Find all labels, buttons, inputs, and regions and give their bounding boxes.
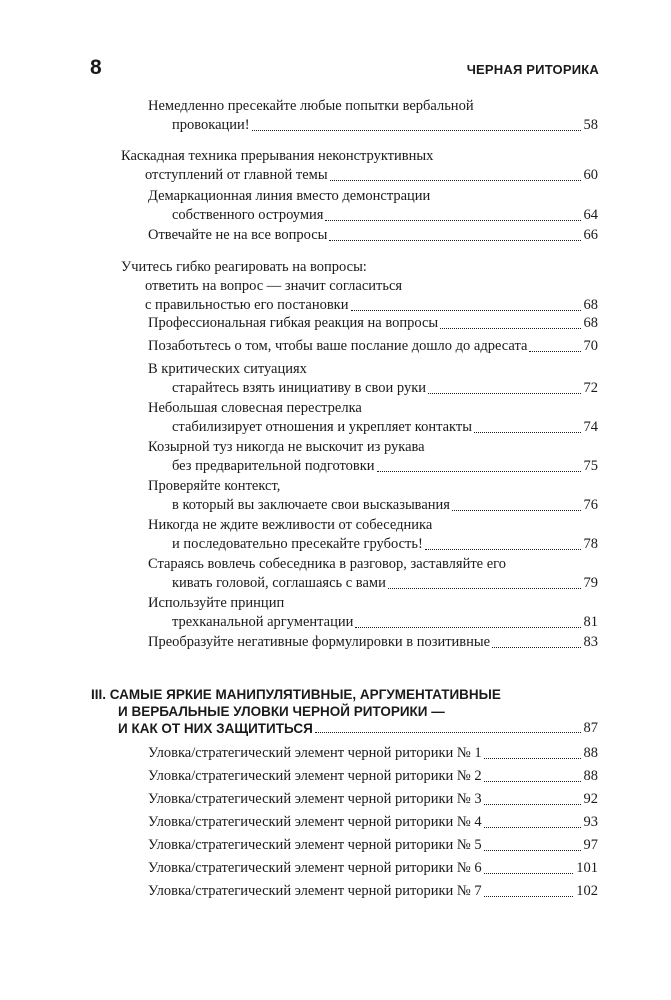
toc-page-number: 76 (583, 497, 598, 513)
toc-entry-trick[interactable] (148, 836, 598, 855)
leader-dots (484, 827, 581, 828)
toc-entry[interactable] (148, 438, 598, 476)
toc-entry-text: Проверяйте контекст, (148, 478, 281, 494)
toc-entry-text: отступлений от главной темы (145, 167, 328, 183)
leader-dots (492, 647, 580, 648)
toc-entry-text: Никогда не ждите вежливости от собеседника (148, 517, 433, 533)
toc-entry-text: кивать головой, соглашаясь с вами (172, 575, 386, 591)
toc-entry-text: с правильностью его постановки (145, 297, 349, 313)
toc-entry[interactable] (148, 516, 598, 554)
toc-entry-text: Уловка/стратегический элемент черной риторики № 4 (148, 814, 482, 830)
toc-entry-text: Профессиональная гибкая реакция на вопросы (148, 315, 439, 331)
toc-page-number: 101 (576, 860, 598, 876)
toc-entry-trick[interactable] (148, 767, 598, 786)
toc-page-number: 83 (583, 634, 598, 650)
leader-dots (484, 873, 574, 874)
toc-entry[interactable] (148, 633, 598, 652)
leader-dots (377, 471, 581, 472)
toc-entry-text: Преобразуйте негативные формулировки в позитивные (148, 634, 491, 650)
leader-dots (252, 130, 581, 131)
toc-entry-text: Каскадная техника прерывания неконструктивных (121, 148, 434, 164)
toc-entry-text: Уловка/стратегический элемент черной риторики № 1 (148, 745, 482, 761)
toc-entry[interactable] (148, 399, 598, 437)
toc-entry-text: Уловка/стратегический элемент черной риторики № 2 (148, 768, 482, 784)
toc-page-number: 78 (583, 536, 598, 552)
toc-page-number: 97 (583, 837, 598, 853)
toc-entry[interactable] (148, 594, 598, 632)
toc-entry-text: провокации! (172, 117, 250, 133)
toc-entry-text: Демаркационная линия вместо демонстрации (148, 188, 431, 204)
leader-dots (315, 732, 581, 733)
toc-entry[interactable] (148, 337, 598, 356)
toc-entry-text: трехканальной аргументации (172, 614, 354, 630)
toc-page-number: 92 (583, 791, 598, 807)
toc-page-number: 60 (583, 167, 598, 183)
leader-dots (484, 781, 581, 782)
toc-entry-text: Уловка/стратегический элемент черной риторики № 5 (148, 837, 482, 853)
leader-dots (474, 432, 581, 433)
leader-dots (428, 393, 580, 394)
leader-dots (388, 588, 581, 589)
toc-page-number: 70 (583, 338, 598, 354)
toc-entry-text: Уловка/стратегический элемент черной риторики № 3 (148, 791, 482, 807)
toc-page-number: 72 (583, 380, 598, 396)
toc-page-number: 74 (583, 419, 598, 435)
toc-entry[interactable] (121, 258, 598, 315)
section-title: III. САМЫЕ ЯРКИЕ МАНИПУЛЯТИВНЫЕ, АРГУМЕНТАТИВНЫЕ (91, 687, 501, 702)
page-number: 8 (90, 56, 102, 79)
leader-dots (330, 180, 581, 181)
toc-entry-text: В критических ситуациях (148, 361, 307, 377)
leader-dots (351, 310, 581, 311)
toc-entry-text: Отвечайте не на все вопросы (148, 227, 328, 243)
toc-entry-text: без предварительной подготовки (172, 458, 375, 474)
toc-entry-text: Учитесь гибко реагировать на вопросы: (121, 259, 367, 275)
toc-page-number: 66 (583, 227, 598, 243)
toc-entry-text: Стараясь вовлечь собеседника в разговор, заставляйте его (148, 556, 507, 572)
toc-entry-text: Козырной туз никогда не выскочит из рукава (148, 439, 425, 455)
toc-entry-text: стабилизирует отношения и укрепляет контакты (172, 419, 472, 435)
toc-page-number: 75 (583, 458, 598, 474)
toc-entry-trick[interactable] (148, 813, 598, 832)
running-title: ЧЕРНАЯ РИТОРИКА (466, 62, 599, 77)
section-title: И КАК ОТ НИХ ЗАЩИТИТЬСЯ (118, 721, 313, 736)
toc-entry[interactable] (148, 97, 598, 135)
leader-dots (355, 627, 580, 628)
toc-entry[interactable] (148, 360, 598, 398)
toc-page-number: 88 (583, 745, 598, 761)
toc-entry[interactable] (148, 226, 598, 245)
toc-page-number: 68 (583, 315, 598, 331)
toc-entry-trick[interactable] (148, 744, 598, 763)
toc-entry-text: ответить на вопрос — значит согласиться (145, 278, 403, 294)
toc-page-number: 87 (583, 720, 598, 736)
toc-page-number: 64 (583, 207, 598, 223)
leader-dots (484, 804, 581, 805)
toc-entry-text: старайтесь взять инициативу в свои руки (172, 380, 427, 396)
toc-page-number: 93 (583, 814, 598, 830)
toc-page-number: 102 (576, 883, 598, 899)
toc-entry[interactable] (148, 477, 598, 515)
toc-entry-text: Позаботьтесь о том, чтобы ваше послание дошло до адресата (148, 338, 528, 354)
toc-entry[interactable] (121, 147, 598, 185)
leader-dots (440, 328, 580, 329)
toc-entry-text: в который вы заключаете свои высказывания (172, 497, 450, 513)
leader-dots (484, 896, 574, 897)
toc-page-number: 79 (583, 575, 598, 591)
toc-entry-text: Уловка/стратегический элемент черной риторики № 7 (148, 883, 482, 899)
toc-entry-text: Используйте принцип (148, 595, 285, 611)
toc-page-number: 88 (583, 768, 598, 784)
leader-dots (425, 549, 581, 550)
leader-dots (325, 220, 580, 221)
section-heading-iii[interactable] (91, 686, 598, 737)
leader-dots (329, 240, 580, 241)
toc-entry-trick[interactable] (148, 882, 598, 901)
toc-entry-text: и последовательно пресекайте грубость! (172, 536, 423, 552)
toc-entry-text: Немедленно пресекайте любые попытки вербальной (148, 98, 474, 114)
leader-dots (484, 850, 581, 851)
toc-page-number: 68 (583, 297, 598, 313)
toc-entry-text: Уловка/стратегический элемент черной риторики № 6 (148, 860, 482, 876)
toc-entry[interactable] (148, 555, 598, 593)
toc-entry-text: собственного остроумия (172, 207, 324, 223)
leader-dots (452, 510, 581, 511)
section-title: И ВЕРБАЛЬНЫЕ УЛОВКИ ЧЕРНОЙ РИТОРИКИ — (118, 704, 445, 719)
toc-entry-trick[interactable] (148, 859, 598, 878)
toc-page-number: 81 (583, 614, 598, 630)
leader-dots (484, 758, 581, 759)
toc-entry-text: Небольшая словесная перестрелка (148, 400, 362, 416)
toc-page-number: 58 (583, 117, 598, 133)
toc-entry[interactable] (148, 187, 598, 225)
toc-entry[interactable] (148, 314, 598, 333)
toc-entry-trick[interactable] (148, 790, 598, 809)
leader-dots (529, 351, 580, 352)
